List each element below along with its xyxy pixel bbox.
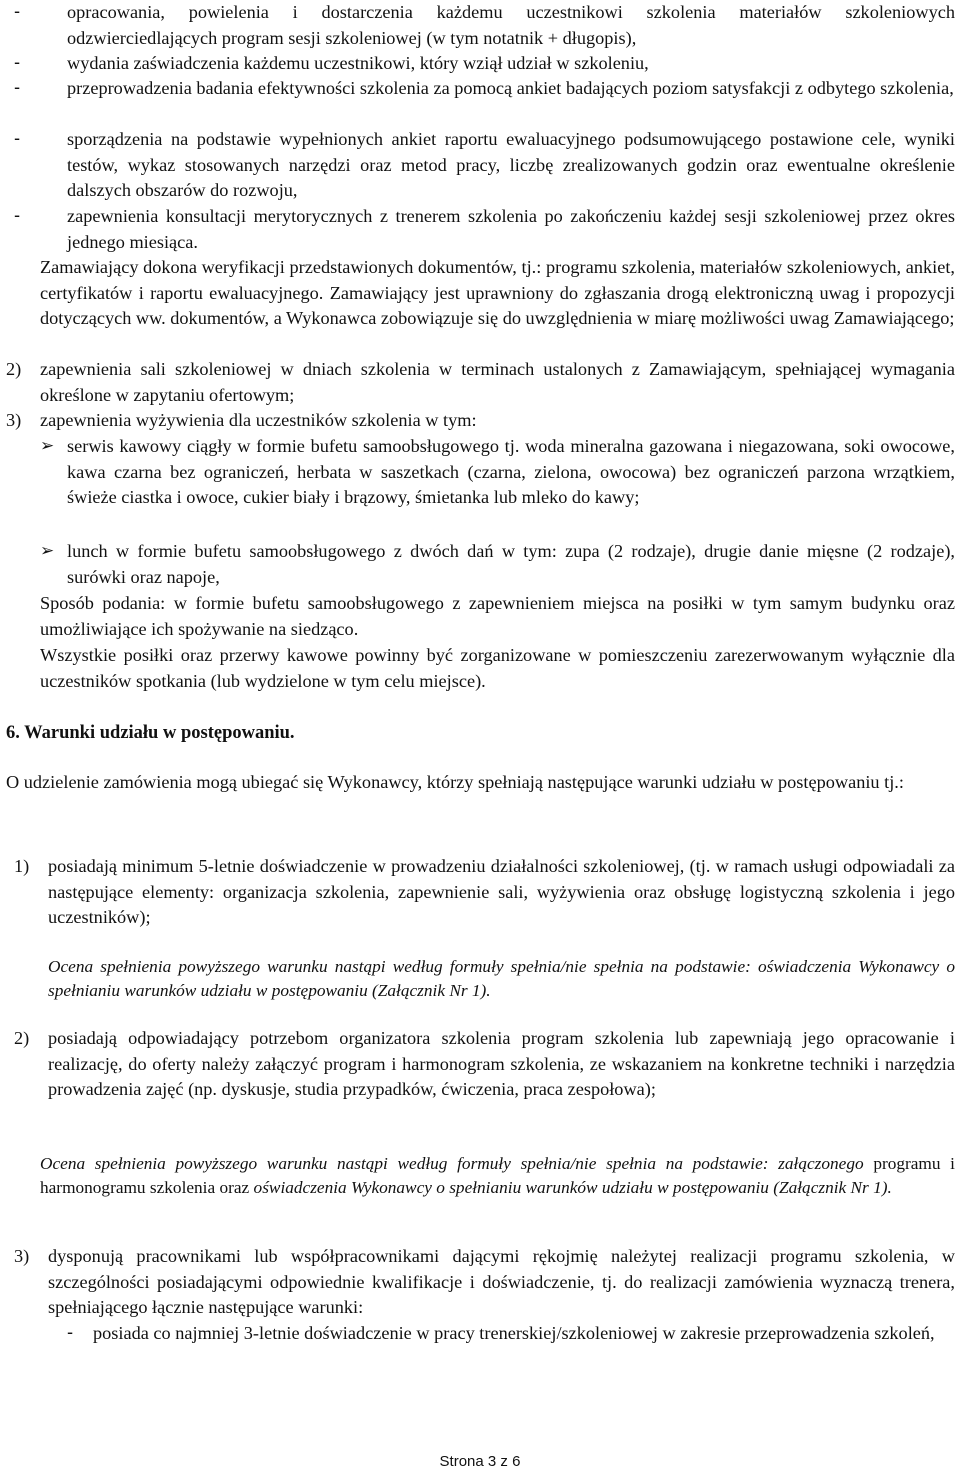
list-item: sporządzenia na podstawie wypełnionych ankiet raportu ewaluacyjnego podsumowującego postawione cele, wyniki testów, wykaz stosowanych narzędzi oraz metod pracy, liczbę zrealizowanych godzin oraz ewentualne określenie dalszych obszarów do rozwoju,: [67, 129, 955, 200]
section-heading: 6. Warunki udziału w postępowaniu.: [6, 723, 295, 743]
condition-text: dysponują pracownikami lub współpracownikami dającymi rękojmię należytej realizacji programu szkolenia, w szczególności posiadającymi odpowiednie kwalifikacje i doświadczenie, tj. do realizacji zamówienia wyznaczą trenera, spełniającego łącznie następujące warunki:: [48, 1246, 955, 1317]
list-dash: -: [14, 127, 21, 148]
rooms-paragraph: Wszystkie posiłki oraz przerwy kawowe powinny być zorganizowane w pomieszczeniu zarezerwowanym wyłącznie dla uczestników spotkania (lub wydzielone w tym celu miejsce).: [40, 645, 955, 691]
list-item: przeprowadzenia badania efektywności szkolenia za pomocą ankiet badających poziom satysfakcji z odbytego szkolenia,: [67, 78, 954, 98]
section-intro: O udzielenie zamówienia mogą ubiegać się Wykonawcy, którzy spełniają następujące warunki udziału w postępowaniu tj.:: [6, 772, 904, 792]
list-item: wydania zaświadczenia każdemu uczestnikowi, który wziął udział w szkoleniu,: [67, 53, 649, 73]
condition-number: 1): [14, 856, 30, 876]
list-item: zapewnienia konsultacji merytorycznych z trenerem szkolenia po zakończeniu każdej sesji szkoleniowej przez okres jednego miesiąca.: [67, 206, 955, 252]
arrow-bullet-icon: ➢: [40, 541, 55, 561]
note-part-regular: programu i harmonogramu szkolenia oraz: [40, 1154, 955, 1197]
list-dash: -: [14, 51, 21, 72]
point-3-text: zapewnienia wyżywienia dla uczestników szkolenia w tym:: [40, 410, 477, 430]
condition-number: 2): [14, 1028, 30, 1048]
serving-paragraph: Sposób podania: w formie bufetu samoobsługowego z zapewnieniem miejsca na posiłki w tym samym budynku oraz umożliwiające ich spożywanie na siedząco.: [40, 593, 955, 639]
condition-text: posiadają odpowiadający potrzebom organizatora szkolenia program szkolenia lub zapewniają jego opracowanie i realizację, do oferty należy załączyć program i harmonogram szkolenia, ze wskazaniem na konkretne techniki i narzędzia prowadzenia zajęć (np. dyskusje, studia przypadków, ćwiczenia, praca zespołowa);: [48, 1028, 955, 1099]
catering-item: serwis kawowy ciągły w formie bufetu samoobsługowego tj. woda mineralna gazowana i niegazowana, soki owocowe, kawa czarna bez ograniczeń, herbata w saszetkach (czarna, zielona, owocowa) bez ograniczeń parzona wrzątkiem, świeże ciastka i owoce, cukier biały i brązowy, śmietanka lub mleko do kawy;: [67, 436, 955, 507]
condition-number: 3): [14, 1246, 30, 1266]
list-dash: -: [14, 0, 21, 21]
point-number: 2): [6, 359, 22, 379]
list-dash: -: [14, 76, 21, 97]
condition-note: Ocena spełnienia powyższego warunku nastąpi według formuły spełnia/nie spełnia na podstawie: oświadczenia Wykonawcy o spełnianiu warunków udziału w postępowaniu (Załącznik Nr 1).: [48, 957, 955, 1000]
list-dash: -: [67, 1321, 74, 1342]
point-2-text: zapewnienia sali szkoleniowej w dniach szkolenia w terminach ustalonych z Zamawiającym, spełniającej wymagania określone w zapytaniu ofertowym;: [40, 359, 955, 405]
list-item: opracowania, powielenia i dostarczenia każdemu uczestnikowi szkolenia materiałów szkoleniowych odzwierciedlających program sesji szkoleniowej (w tym notatnik + długopis),: [67, 2, 955, 48]
note-part-italic: Ocena spełnienia powyższego warunku nastąpi według formuły spełnia/nie spełnia na podstawie: załączonego: [40, 1154, 864, 1173]
trainer-requirement: posiada co najmniej 3-letnie doświadczenie w pracy trenerskiej/szkoleniowej w zakresie przeprowadzenia szkoleń,: [93, 1323, 935, 1343]
point-number: 3): [6, 410, 22, 430]
arrow-bullet-icon: ➢: [40, 436, 55, 456]
list-dash: -: [14, 204, 21, 225]
condition-text: posiadają minimum 5-letnie doświadczenie w prowadzeniu działalności szkoleniowej, (tj. w ramach usługi odpowiadali za następujące elementy: organizacja szkolenia, zapewnienie sali, wyżywienia oraz obsługę logistyczną szkolenia i jego uczestników);: [48, 856, 955, 927]
catering-item: lunch w formie bufetu samoobsługowego z dwóch dań w tym: zupa (2 rodzaje), drugie danie mięsne (2 rodzaje), surówki oraz napoje,: [67, 541, 955, 587]
verification-paragraph: Zamawiający dokona weryfikacji przedstawionych dokumentów, tj.: programu szkolenia, materiałów szkoleniowych, ankiet, certyfikatów i raportu ewaluacyjnego. Zamawiający jest uprawniony do zgłaszania drogą elektroniczną uwag i propozycji dotyczących ww. dokumentów, a Wykonawca zobowiązuje się do uwzględnienia w miarę możliwości uwag Zamawiającego;: [40, 257, 955, 328]
condition-note: [40, 1152, 955, 1199]
page-footer: Strona 3 z 6: [439, 1453, 521, 1470]
note-part-italic: oświadczenia Wykonawcy o spełnianiu warunków udziału w postępowaniu (Załącznik Nr 1).: [253, 1177, 892, 1197]
